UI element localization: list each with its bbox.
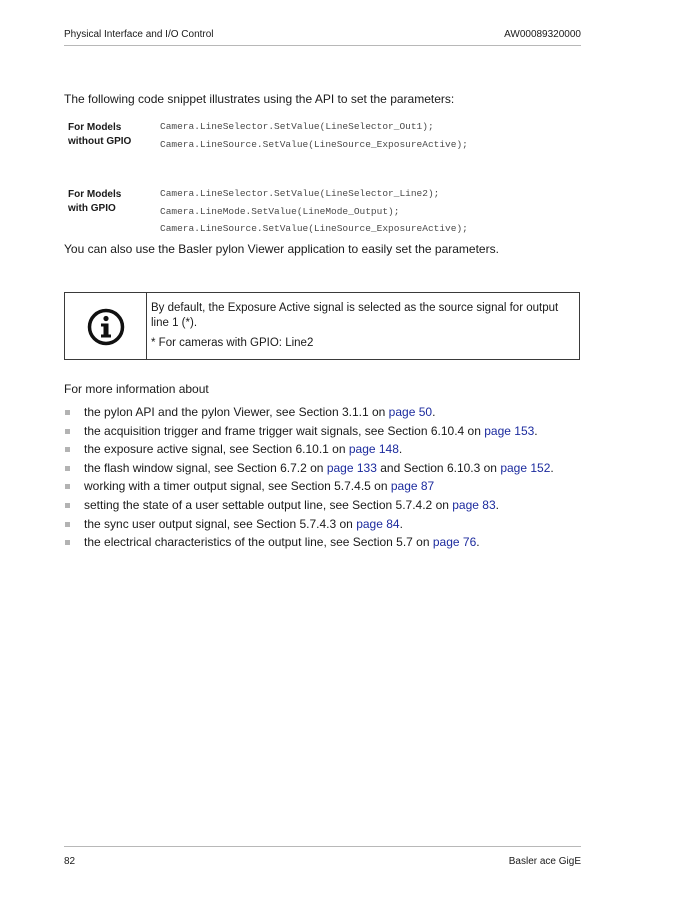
list-item xyxy=(64,460,584,479)
bullet-square-icon xyxy=(65,484,70,489)
bullet-square-icon xyxy=(65,429,70,434)
bullet-square-icon xyxy=(65,447,70,452)
list-item-text: setting the state of a user settable output line, see Section 5.7.4.2 on xyxy=(84,497,453,512)
note-icon-cell xyxy=(65,293,147,359)
footer-rule xyxy=(64,846,581,847)
list-item xyxy=(64,534,584,553)
code-line: Camera.LineSource.SetValue(LineSource_ExposureActive); xyxy=(160,138,468,150)
header-section-title: Physical Interface and I/O Control xyxy=(64,29,214,40)
code-label xyxy=(68,121,156,148)
page-link[interactable]: page 76 xyxy=(432,535,477,550)
list-item-end: . xyxy=(534,423,538,438)
intro-paragraph: The following code snippet illustrates using the API to set the parameters: xyxy=(64,92,455,106)
bullet-square-icon xyxy=(65,503,70,508)
code-line: Camera.LineSelector.SetValue(LineSelector_Line2); xyxy=(160,188,440,199)
list-item-end: . xyxy=(495,497,499,512)
page-link[interactable]: page 87 xyxy=(390,479,435,494)
page-link[interactable]: page 83 xyxy=(452,497,496,512)
list-item-end: . xyxy=(476,535,480,550)
header-document-number: AW00089320000 xyxy=(504,29,581,40)
page-link[interactable]: page 148 xyxy=(348,442,399,457)
page-link[interactable]: page 133 xyxy=(326,460,377,475)
list-item xyxy=(64,497,584,516)
page-link[interactable]: page 84 xyxy=(356,516,400,531)
list-item xyxy=(64,441,584,460)
code-label-line: without GPIO xyxy=(68,135,132,147)
page-footer xyxy=(64,856,581,867)
code-label-line: with GPIO xyxy=(68,202,116,214)
note-text-footnote: * For cameras with GPIO: Line2 xyxy=(151,337,314,349)
viewer-note-paragraph: You can also use the Basler pylon Viewer application to easily set the parameters. xyxy=(64,242,499,256)
header-rule xyxy=(64,45,581,46)
code-line: Camera.LineMode.SetValue(LineMode_Output); xyxy=(160,205,400,217)
note-box xyxy=(64,292,580,360)
code-lines xyxy=(160,121,468,156)
list-item-text: the exposure active signal, see Section 6.10.1 on xyxy=(84,442,349,457)
code-line: Camera.LineSelector.SetValue(LineSelector_Out1); xyxy=(160,121,434,132)
bullet-square-icon xyxy=(65,522,70,527)
page-link[interactable]: page 153 xyxy=(484,423,535,438)
page-number: 82 xyxy=(64,856,76,867)
bullet-square-icon xyxy=(65,540,70,545)
page-link[interactable]: page 152 xyxy=(500,460,551,475)
list-item-text: working with a timer output signal, see Section 5.7.4.5 on xyxy=(84,479,391,494)
list-item xyxy=(64,478,584,497)
list-item-text: the sync user output signal, see Section 5.7.4.3 on xyxy=(84,516,357,531)
note-text xyxy=(151,301,576,351)
list-item-end: . xyxy=(398,442,403,457)
code-lines xyxy=(160,188,468,241)
list-item-text: the flash window signal, see Section 6.7.2 on xyxy=(84,460,327,475)
list-item xyxy=(64,404,584,423)
list-item xyxy=(64,423,584,442)
list-item-text: the pylon API and the pylon Viewer, see Section 3.1.1 on xyxy=(84,405,389,419)
code-label xyxy=(68,188,156,215)
code-line: Camera.LineSource.SetValue(LineSource_ExposureActive); xyxy=(160,223,468,234)
code-label-line: For Models xyxy=(68,122,122,133)
list-item xyxy=(64,516,584,535)
more-info-heading: For more information about xyxy=(64,382,209,396)
bullet-square-icon xyxy=(65,410,70,415)
list-item-text: the acquisition trigger and frame trigger wait signals, see Section 6.10.4 on xyxy=(84,423,485,438)
note-text-main: By default, the Exposure Active signal is selected as the source signal for output line 1 (*). xyxy=(151,302,559,329)
footer-product-name: Basler ace GigE xyxy=(508,856,581,867)
more-info-list xyxy=(64,404,584,553)
page-header xyxy=(64,29,581,40)
list-item-end: . xyxy=(432,405,436,419)
info-icon xyxy=(87,308,125,346)
list-item-end: . xyxy=(399,516,403,531)
page-link[interactable]: page 50 xyxy=(388,405,433,419)
code-label-line: For Models xyxy=(68,189,122,200)
bullet-square-icon xyxy=(65,466,70,471)
list-item-text: the electrical characteristics of the output line, see Section 5.7 on xyxy=(84,535,433,550)
list-item-text-mid: and Section 6.10.3 on xyxy=(376,460,501,475)
list-item-end: . xyxy=(550,460,554,475)
